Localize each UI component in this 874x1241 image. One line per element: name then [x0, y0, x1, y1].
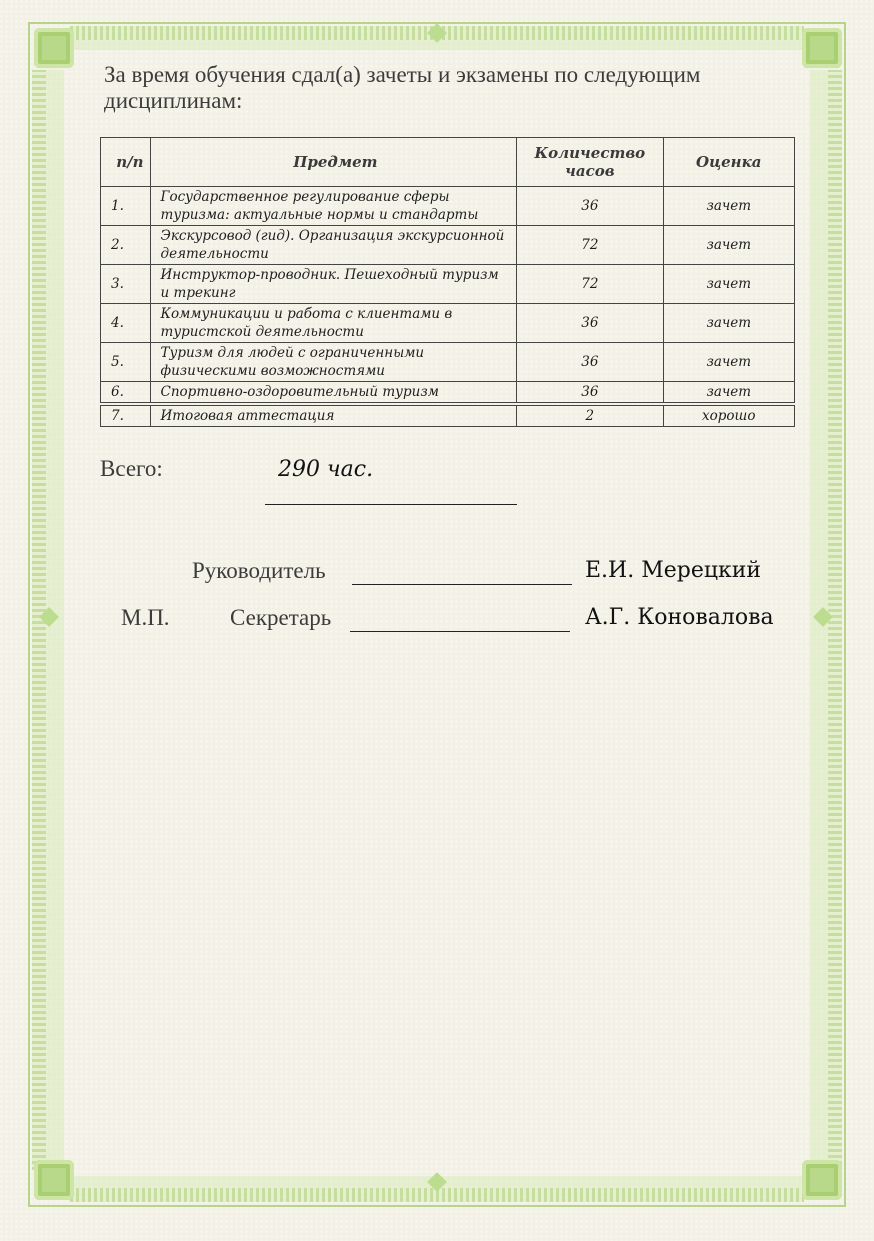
total-label: Всего:: [100, 456, 163, 481]
secretary-name: А.Г. Коновалова: [585, 605, 774, 630]
row-hours: 2: [517, 406, 663, 427]
header-subject: Предмет: [150, 138, 517, 187]
stamp-label: М.П.: [121, 605, 170, 630]
row-subject: Туризм для людей с ограниченными физическими возможностями: [150, 343, 517, 382]
corner-ornament-icon: [34, 28, 74, 68]
row-num: 6.: [101, 382, 151, 403]
row-num: 4.: [101, 304, 151, 343]
corner-ornament-icon: [34, 1160, 74, 1200]
row-hours: 36: [517, 187, 663, 226]
row-subject: Коммуникации и работа с клиентами в туристской деятельности: [150, 304, 517, 343]
header-hours-line1: Количество: [534, 144, 646, 162]
header-num: п/п: [101, 138, 151, 187]
table-row: [101, 343, 795, 382]
row-hours: 36: [517, 343, 663, 382]
head-signature-line: [352, 584, 572, 585]
table-row: [101, 382, 795, 403]
corner-ornament-icon: [802, 1160, 842, 1200]
row-num: 7.: [101, 406, 151, 427]
row-subject: Инструктор-проводник. Пешеходный туризм и трекинг: [150, 265, 517, 304]
total-value: 290 час.: [278, 457, 374, 482]
intro-text: За время обучения сдал(а) зачеты и экзамены по следующим дисциплинам:: [104, 62, 701, 113]
table-row: [101, 265, 795, 304]
row-hours: 72: [517, 226, 663, 265]
row-grade: зачет: [663, 382, 794, 403]
head-name: Е.И. Мерецкий: [585, 558, 762, 583]
corner-ornament-icon: [802, 28, 842, 68]
row-grade: зачет: [663, 226, 794, 265]
row-subject: Спортивно-оздоровительный туризм: [150, 382, 517, 403]
row-hours: 72: [517, 265, 663, 304]
head-label: Руководитель: [192, 558, 326, 583]
row-grade: хорошо: [663, 406, 794, 427]
table-row: [101, 226, 795, 265]
table-row: [101, 406, 795, 427]
row-num: 1.: [101, 187, 151, 226]
row-num: 3.: [101, 265, 151, 304]
row-num: 5.: [101, 343, 151, 382]
row-subject: Государственное регулирование сферы туризма: актуальные нормы и стандарты: [150, 187, 517, 226]
row-grade: зачет: [663, 187, 794, 226]
header-hours: [517, 138, 663, 187]
row-grade: зачет: [663, 265, 794, 304]
table-row: [101, 187, 795, 226]
total-underline: [265, 504, 517, 505]
secretary-label: Секретарь: [230, 605, 332, 630]
row-subject: Экскурсовод (гид). Организация экскурсионной деятельности: [150, 226, 517, 265]
header-hours-line2: часов: [565, 162, 615, 180]
secretary-signature-line: [350, 631, 570, 632]
grades-table: [100, 137, 795, 427]
row-grade: зачет: [663, 304, 794, 343]
row-num: 2.: [101, 226, 151, 265]
table-row: [101, 304, 795, 343]
header-grade: Оценка: [663, 138, 794, 187]
table-header-row: [101, 138, 795, 187]
row-grade: зачет: [663, 343, 794, 382]
row-hours: 36: [517, 382, 663, 403]
row-hours: 36: [517, 304, 663, 343]
row-subject: Итоговая аттестация: [150, 406, 517, 427]
